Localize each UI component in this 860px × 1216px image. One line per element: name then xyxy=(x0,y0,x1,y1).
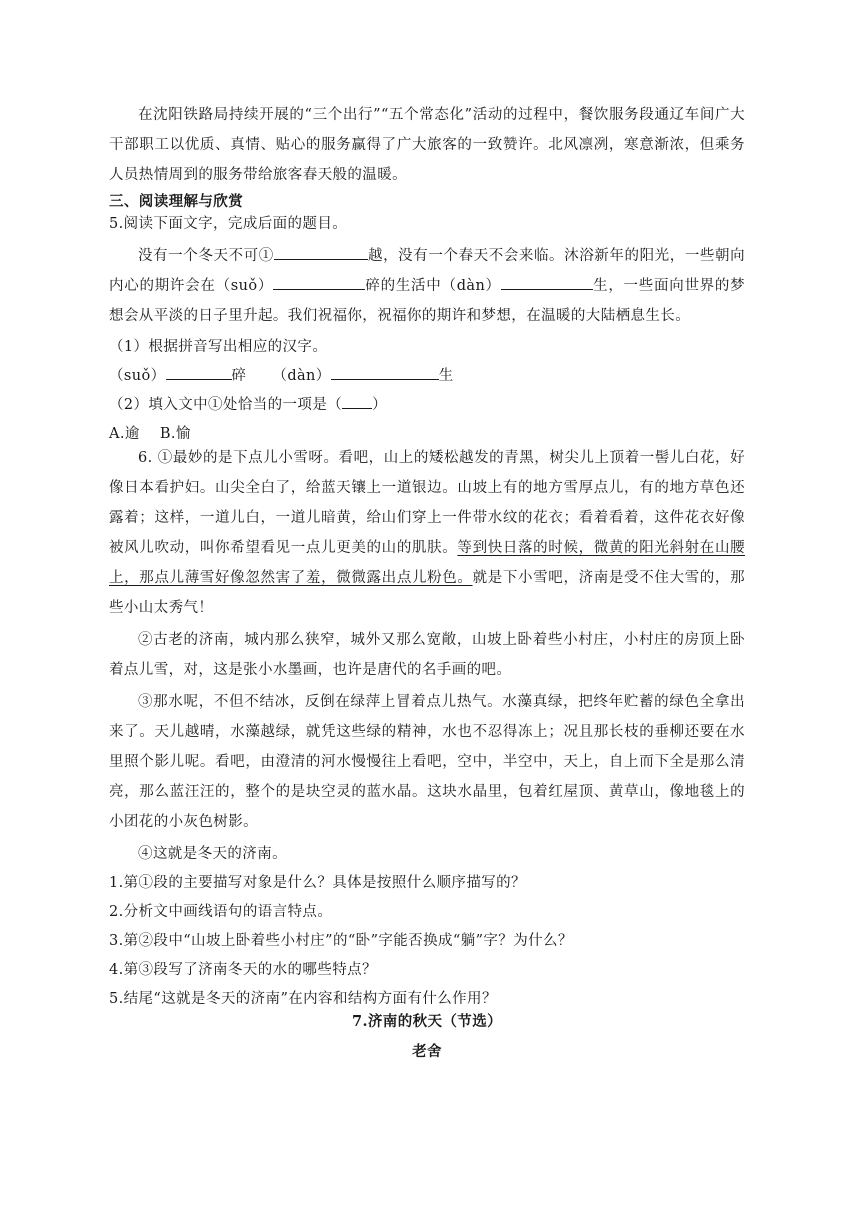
q5-passage-part2: 越，没有一个春天不会来临。沐浴新年的阳光，一些朝向内心的期许会在（suǒ） xyxy=(109,248,745,294)
q6-question-2: 2.分析文中画线语句的语言特点。 xyxy=(109,904,333,920)
intro-block xyxy=(109,100,745,190)
q5-prompt: 5.阅读下面文字，完成后面的题目。 xyxy=(109,216,348,232)
q5-sub1: （1）根据拼音写出相应的汉字。 xyxy=(109,339,328,355)
sub2-prompt: （2）填入文中①处恰当的一项是（ xyxy=(109,397,343,413)
answer-blank-suo[interactable] xyxy=(166,364,232,380)
sub1-suo-tail: 碎 xyxy=(231,368,247,384)
section-heading: 三、阅读理解与欣赏 xyxy=(109,193,244,210)
q5-sub2 xyxy=(109,391,745,420)
sub1-suo-label: （suǒ） xyxy=(109,368,166,384)
answer-blank-dan[interactable] xyxy=(331,364,439,380)
sub2-close: ） xyxy=(372,397,388,413)
answer-blank-choice[interactable] xyxy=(342,393,372,409)
sub1-dan-label: （dàn） xyxy=(272,368,331,384)
question-5 xyxy=(109,210,745,449)
q6-paragraph-3: ③那水呢，不但不结冰，反倒在绿萍上冒着点儿热气。水藻真绿，把终年贮蓄的绿色全拿出来了。天儿越晴，水藻越绿，就凭这些绿的精神，水也不忍得冻上；况且那长枝的垂柳还要在水里照个影儿呢。看吧，由澄清的河水慢慢往上看吧，空中，半空中，天上，自上而下全是那么清亮，那么蓝汪汪的，整个的是块空灵的蓝水晶。这块水晶里，包着红屋顶、黄草山，像地毯上的小团花的小灰色树影。 xyxy=(109,694,745,830)
q5-sub1-answers xyxy=(109,362,745,391)
sub1-dan-tail: 生 xyxy=(438,368,454,384)
q6-paragraph-1 xyxy=(109,443,745,623)
blank-1[interactable] xyxy=(274,244,368,260)
q5-passage xyxy=(109,241,745,331)
q6-p1-text-end: 就是下小雪吧，济南是受不住大雪的，那些小山太秀气！ xyxy=(109,570,745,616)
q7-title: 7.济南的秋天（节选） xyxy=(351,1013,503,1030)
q6-question-5: 5.结尾“这就是冬天的济南”在内容和结构方面有什么作用？ xyxy=(109,991,497,1007)
q6-underlined-sentence: 等到快日落的时候，微黄的阳光斜射在山腰上，那点儿薄雪好像忽然害了羞，微微露出点儿粉色。 xyxy=(109,540,745,586)
q6-question-3: 3.第②段中“山坡上卧着些小村庄”的“卧”字能否换成“躺”字？为什么？ xyxy=(109,933,573,949)
q6-question-1: 1.第①段的主要描写对象是什么？具体是按照什么顺序描写的？ xyxy=(109,875,526,891)
blank-suo[interactable] xyxy=(273,274,365,290)
q6-paragraph-4: ④这就是冬天的济南。 xyxy=(138,846,287,862)
q6-p1-text: 6. ①最妙的是下点儿小雪呀。看吧，山上的矮松越发的青黑，树尖儿上顶着一髻儿白花，好像日本看护妇。山尖全白了，给蓝天镶上一道银边。山坡上有的地方雪厚点儿，有的地方草色还露着；这样，一道儿白，一道儿暗黄，给山们穿上一件带水纹的花衣；看着看着，这件花衣好像被风儿吹动，叫你希望看见一点儿更美的山的肌肤。 xyxy=(109,450,745,556)
q5-passage-part3: 碎的生活中（dàn） xyxy=(365,278,501,294)
question-6 xyxy=(109,443,745,1014)
q5-passage-part1: 没有一个冬天不可① xyxy=(138,248,274,264)
q5-options: A.逾 B.愉 xyxy=(109,426,191,442)
q5-passage-part4: 生，一些面向世界的梦想会从平淡的日子里升起。我们祝福你，祝福你的期许和梦想，在温暖的大陆栖息生长。 xyxy=(109,278,746,324)
intro-paragraph: 在沈阳铁路局持续开展的“三个出行”“五个常态化”活动的过程中，餐饮服务段通辽车间广大干部职工以优质、真情、贴心的服务赢得了广大旅客的一致赞许。北风凛冽，寒意渐浓，但乘务人员热情周到的服务带给旅客春天般的温暖。 xyxy=(109,107,745,183)
q6-question-4: 4.第③段写了济南冬天的水的哪些特点？ xyxy=(109,962,377,978)
blank-dan[interactable] xyxy=(501,274,593,290)
q7-author: 老舍 xyxy=(412,1043,442,1060)
q6-paragraph-2: ②古老的济南，城内那么狭窄，城外又那么宽敞，山坡上卧着些小村庄，小村庄的房顶上卧着点儿雪，对，这是张小水墨画，也许是唐代的名手画的吧。 xyxy=(109,632,745,678)
